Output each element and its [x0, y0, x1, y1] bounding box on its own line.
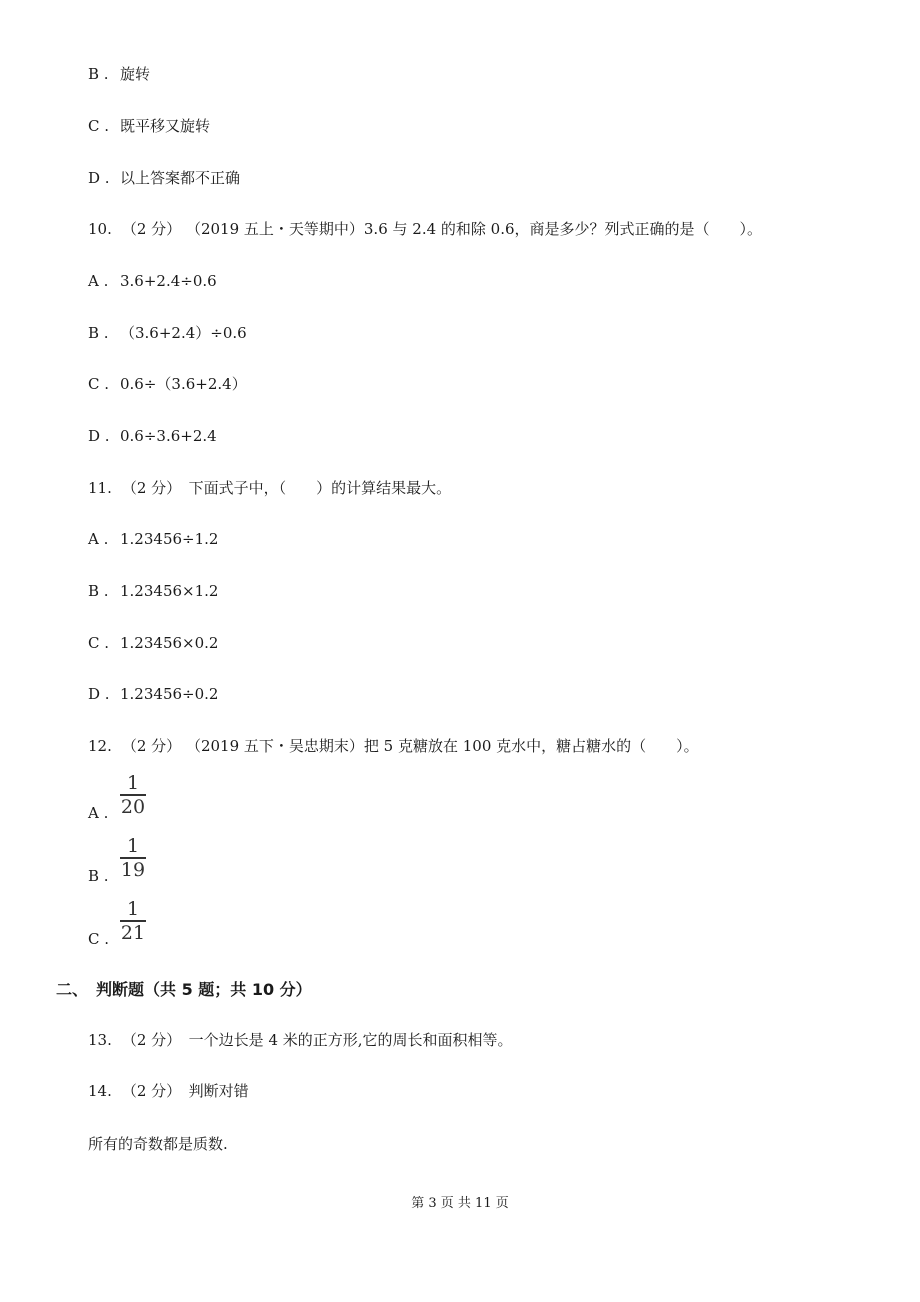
option-letter: A . [88, 804, 109, 822]
fraction-denominator: 20 [120, 796, 146, 818]
q14-statement: 所有的奇数都是质数. [88, 1135, 228, 1153]
q10-option-a [88, 271, 217, 291]
option-letter: B . [88, 65, 109, 83]
fraction [120, 836, 146, 880]
option-text: 1.23456×0.2 [120, 634, 219, 652]
q14-stem [88, 1081, 249, 1101]
question-number: 10. [88, 220, 112, 238]
option-letter: D . [88, 169, 110, 187]
option-letter: A . [88, 530, 109, 548]
q10-option-c [88, 374, 247, 394]
question-text: （2 分） 一个边长是 4 米的正方形,它的周长和面积相等。 [121, 1031, 513, 1049]
option-text: 0.6÷（3.6+2.4） [120, 375, 247, 393]
q11-option-b [88, 581, 218, 601]
q9-option-c [88, 116, 210, 136]
q12-stem [88, 736, 699, 756]
option-text: 3.6+2.4÷0.6 [120, 272, 217, 290]
q10-stem [88, 219, 762, 239]
question-text: （2 分） （2019 五上・天等期中）3.6 与 2.4 的和除 0.6，商是多少？列式正确的是（ ）。 [121, 220, 763, 238]
option-text: 旋转 [120, 65, 151, 83]
question-text: （2 分） 判断对错 [121, 1082, 249, 1100]
option-letter: B . [88, 582, 109, 600]
question-number: 12. [88, 737, 112, 755]
q9-option-d [88, 168, 240, 188]
fraction-denominator: 21 [120, 922, 146, 944]
fraction [120, 899, 146, 943]
option-text: （3.6+2.4）÷0.6 [120, 324, 247, 342]
option-text: 以上答案都不正确 [120, 169, 241, 187]
q10-option-b [88, 323, 247, 343]
fraction-numerator: 1 [126, 772, 140, 794]
question-number: 14. [88, 1082, 112, 1100]
option-letter: C . [88, 117, 110, 135]
q9-option-b [88, 64, 150, 84]
question-text: （2 分） 下面式子中，（ ）的计算结果最大。 [121, 479, 452, 497]
question-text: （2 分） （2019 五下・吴忠期末）把 5 克糖放在 100 克水中，糖占糖水的（ ）。 [121, 737, 699, 755]
option-letter: B . [88, 867, 109, 885]
option-text: 1.23456×1.2 [120, 582, 219, 600]
q11-option-c [88, 633, 218, 653]
fraction-numerator: 1 [126, 835, 140, 857]
option-letter: D . [88, 427, 110, 445]
q11-option-a [88, 529, 218, 549]
page-footer: 第 3 页 共 11 页 [411, 1196, 509, 1211]
option-letter: C . [88, 634, 110, 652]
q10-option-d [88, 426, 217, 446]
section-heading: 二、 判断题（共 5 题；共 10 分） [56, 980, 312, 999]
option-text: 0.6÷3.6+2.4 [120, 427, 217, 445]
fraction-numerator: 1 [126, 898, 140, 920]
question-number: 11. [88, 479, 112, 497]
question-number: 13. [88, 1031, 112, 1049]
option-text: 既平移又旋转 [120, 117, 211, 135]
option-letter: D . [88, 685, 110, 703]
q13-stem [88, 1030, 513, 1050]
option-letter: B . [88, 324, 109, 342]
fraction-denominator: 19 [120, 859, 146, 881]
option-letter: C . [88, 375, 110, 393]
fraction [120, 773, 146, 817]
option-text: 1.23456÷1.2 [120, 530, 219, 548]
q11-option-d [88, 684, 218, 704]
option-letter: C . [88, 930, 110, 948]
q11-stem [88, 478, 451, 498]
option-letter: A . [88, 272, 109, 290]
option-text: 1.23456÷0.2 [120, 685, 219, 703]
